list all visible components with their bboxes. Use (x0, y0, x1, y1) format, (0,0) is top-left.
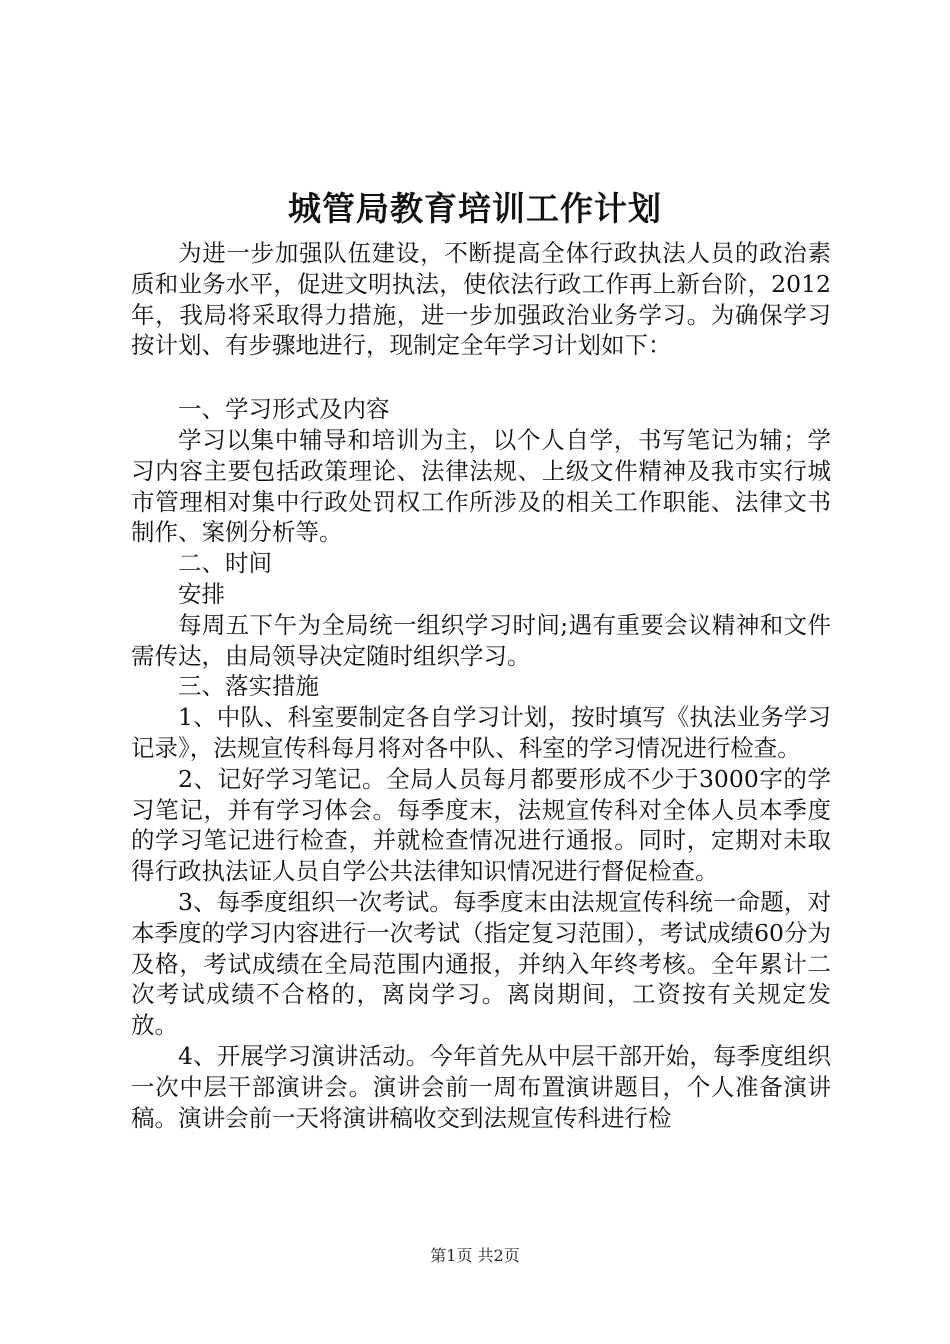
section-2-subheading: 安排 (178, 579, 225, 608)
section-heading-2: 二、时间 (178, 549, 272, 578)
measure-item-2: 2、记好学习笔记。全局人员每月都要形成不少于3000字的学习笔记，并有学习体会。每季度末，法规宣传科对全体人员本季度的学习笔记进行检查，并就检查情况进行通报。同时，定期对未取得行政执法证人员自学公共法律知识情况进行督促检查。 (131, 764, 831, 886)
measure-item-1: 1、中队、科室要制定各自学习计划，按时填写《执法业务学习记录》，法规宣传科每月将对各中队、科室的学习情况进行检查。 (131, 703, 831, 762)
section-heading-1: 一、学习形式及内容 (178, 395, 390, 424)
document-title: 城管局教育培训工作计划 (288, 189, 662, 228)
intro-paragraph: 为进一步加强队伍建设，不断提高全体行政执法人员的政治素质和业务水平，促进文明执法，使依法行政工作再上新台阶，2012年，我局将采取得力措施，进一步加强政治业务学习。为确保学习按计划、有步骤地进行，现制定全年学习计划如下： (131, 239, 831, 360)
document-body (131, 238, 831, 1133)
paragraph-gap (131, 361, 831, 394)
measure-item-3: 3、每季度组织一次考试。每季度末由法规宣传科统一命题，对本季度的学习内容进行一次考试（指定复习范围），考试成绩60分为及格，考试成绩在全局范围内通报，并纳入年终考核。全年累计二次考试成绩不合格的，离岗学习。离岗期间，工资按有关规定发放。 (131, 887, 831, 1040)
measure-item-4: 4、开展学习演讲活动。今年首先从中层干部开始，每季度组织一次中层干部演讲会。演讲会前一周布置演讲题目，个人准备演讲稿。演讲会前一天将演讲稿收交到法规宣传科进行检 (131, 1041, 831, 1132)
section-1-paragraph: 学习以集中辅导和培训为主，以个人自学，书写笔记为辅；学习内容主要包括政策理论、法律法规、上级文件精神及我市实行城市管理相对集中行政处罚权工作所涉及的相关工作职能、法律文书制作、案例分析等。 (131, 425, 831, 547)
page-footer: 第1页 共2页 (430, 1246, 520, 1265)
section-heading-3: 三、落实措施 (178, 672, 319, 701)
section-2-paragraph: 每周五下午为全局统一组织学习时间;遇有重要会议精神和文件需传达，由局领导决定随时组织学习。 (131, 610, 831, 670)
